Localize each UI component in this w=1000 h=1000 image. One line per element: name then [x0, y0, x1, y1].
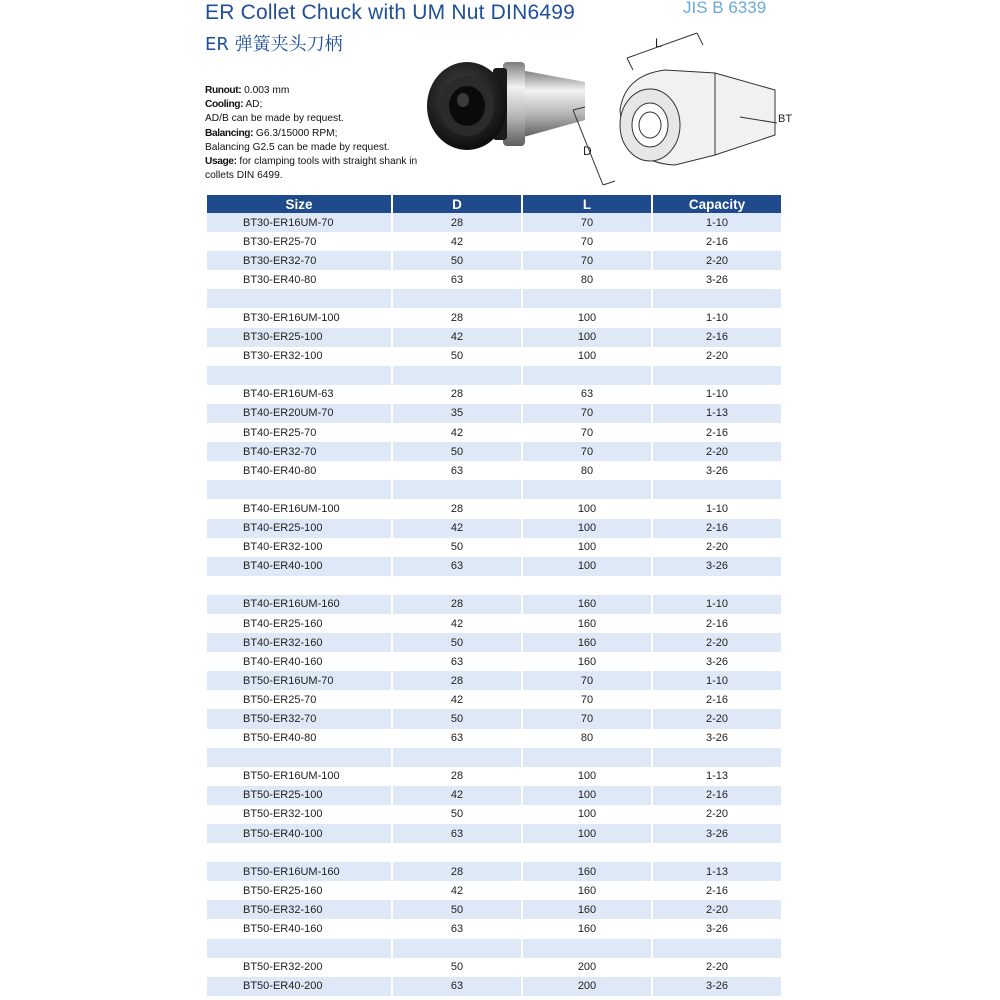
cell-l: 100: [523, 786, 651, 805]
cell-capacity: 1-10: [653, 595, 781, 614]
table-row: [207, 977, 781, 996]
table-row: [207, 786, 781, 805]
cell-l: 160: [523, 862, 651, 881]
cell-size: BT30-ER16UM-70: [207, 213, 391, 232]
cell-d: 42: [393, 786, 521, 805]
cell-l: 70: [580, 693, 594, 706]
cell-d: 42: [450, 426, 464, 439]
table-row: [207, 308, 781, 327]
table-row: [207, 652, 781, 671]
cell-size: BT50-ER40-80: [243, 732, 317, 745]
page-title: ER Collet Chuck with UM Nut DIN6499: [205, 1, 575, 24]
cell-d: 42: [450, 235, 464, 248]
table-row: [207, 614, 781, 633]
cell-size: BT50-ER40-100: [207, 824, 391, 843]
spec-usage-value: for clamping tools with straight shank in collets DIN 6499.: [205, 156, 418, 182]
table-row: [207, 328, 781, 347]
dimension-label-d: D: [583, 144, 592, 158]
cell-d: 42: [393, 519, 521, 538]
cell-l: 80: [580, 464, 594, 477]
cell-capacity: 2-16: [653, 786, 781, 805]
cell-l: 100: [577, 808, 597, 821]
cell-capacity: 2-20: [653, 251, 781, 270]
table-row: [207, 270, 781, 289]
cell-size: BT50-ER25-160: [243, 884, 323, 897]
table-row: [207, 538, 781, 557]
cell-size: [207, 366, 391, 385]
table-row: [207, 767, 781, 786]
spec-balancing-note: Balancing G2.5 can be made by request.: [205, 141, 390, 153]
spec-runout-label: Runout:: [205, 85, 242, 96]
table-row: [207, 461, 781, 480]
table-row: [207, 843, 781, 862]
table-row: [207, 366, 781, 385]
cell-l: 100: [577, 502, 597, 515]
dimension-label-l: L: [655, 36, 662, 50]
cell-l: 160: [577, 655, 597, 668]
cell-size: BT50-ER32-100: [243, 808, 323, 821]
cell-capacity: 2-20: [653, 709, 781, 728]
table-row: [207, 881, 781, 900]
standard-code: JIS B 6339: [683, 0, 767, 17]
table-row: [207, 289, 781, 308]
table-row: [207, 251, 781, 270]
cell-size: [207, 289, 391, 308]
cell-l: 100: [577, 770, 597, 783]
table-row: [207, 709, 781, 728]
spec-cooling-note: AD/B can be made by request.: [205, 113, 344, 125]
cell-d: 50: [393, 900, 521, 919]
cell-size: BT30-ER32-70: [207, 251, 391, 270]
table-row: [207, 900, 781, 919]
page-subtitle-chinese: ER 弹簧夹头刀柄: [205, 34, 343, 55]
cell-l: 100: [523, 557, 651, 576]
cell-size: BT40-ER20UM-70: [207, 404, 391, 423]
cell-d: 42: [450, 884, 464, 897]
cell-l: [523, 748, 651, 767]
table-row: [207, 748, 781, 767]
cell-d: 63: [450, 273, 464, 286]
cell-d: 50: [393, 251, 521, 270]
cell-size: [207, 748, 391, 767]
cell-l: 70: [523, 213, 651, 232]
cell-capacity: 3-26: [653, 557, 781, 576]
cell-capacity: 2-20: [705, 808, 729, 821]
cell-d: 63: [393, 977, 521, 996]
cell-l: 100: [577, 350, 597, 363]
table-row: [207, 633, 781, 652]
cell-l: [523, 289, 651, 308]
cell-l: 70: [523, 251, 651, 270]
cell-l: [523, 843, 651, 862]
cell-l: 70: [523, 442, 651, 461]
table-row: [207, 671, 781, 690]
cell-capacity: 3-26: [705, 732, 729, 745]
cell-d: 28: [450, 502, 464, 515]
spec-usage: [205, 155, 445, 183]
dimension-drawing: [565, 25, 795, 195]
table-body: [207, 213, 781, 996]
cell-l: [523, 366, 651, 385]
cell-capacity: 2-20: [653, 442, 781, 461]
table-row: [207, 519, 781, 538]
cell-d: 28: [393, 671, 521, 690]
cell-d: 50: [450, 350, 464, 363]
spec-runout-value: 0.003 mm: [244, 85, 290, 96]
cell-capacity: 1-10: [705, 388, 729, 401]
cell-capacity: 1-10: [705, 312, 729, 325]
cell-capacity: 3-26: [705, 655, 729, 668]
table-row: [207, 404, 781, 423]
cell-size: BT40-ER32-70: [207, 442, 391, 461]
cell-size: BT50-ER25-70: [243, 693, 317, 706]
cell-capacity: 1-10: [653, 671, 781, 690]
cell-size: BT50-ER25-100: [207, 786, 391, 805]
cell-capacity: 2-16: [705, 884, 729, 897]
spec-balancing: [205, 127, 445, 141]
spec-usage-label: Usage:: [205, 156, 237, 168]
cell-l: 160: [577, 617, 597, 630]
cell-size: BT40-ER25-70: [243, 426, 317, 439]
spec-cooling-value: AD;: [245, 99, 263, 111]
table-row: [207, 347, 781, 366]
cell-l: 160: [523, 900, 651, 919]
column-header-d: D: [393, 195, 521, 213]
spec-balancing-label: Balancing:: [205, 127, 254, 139]
cell-d: [393, 366, 521, 385]
cell-size: BT50-ER32-200: [243, 961, 323, 974]
cell-l: [523, 939, 651, 958]
cell-size: [207, 939, 391, 958]
cell-size: BT40-ER16UM-100: [243, 502, 340, 515]
cell-l: 200: [577, 961, 597, 974]
cell-capacity: 2-16: [653, 519, 781, 538]
spec-balancing-value: G6.3/15000 RPM;: [255, 127, 338, 139]
cell-size: BT40-ER40-160: [243, 655, 323, 668]
cell-d: 28: [450, 312, 464, 325]
cell-capacity: [653, 939, 781, 958]
table-row: [207, 480, 781, 499]
cell-d: 42: [393, 328, 521, 347]
cell-d: [393, 480, 521, 499]
cell-d: 28: [393, 213, 521, 232]
cell-l: 100: [577, 541, 597, 554]
cell-size: BT50-ER32-160: [207, 900, 391, 919]
cell-l: [523, 480, 651, 499]
table-row: [207, 919, 781, 938]
cell-d: 42: [450, 617, 464, 630]
cell-d: 63: [450, 464, 464, 477]
cell-size: [207, 480, 391, 499]
cell-size: BT50-ER16UM-160: [207, 862, 391, 881]
table-row: [207, 729, 781, 748]
cell-d: 63: [450, 732, 464, 745]
cell-capacity: 2-20: [705, 961, 729, 974]
table-row: [207, 576, 781, 595]
table-row: [207, 499, 781, 518]
cell-size: BT50-ER16UM-70: [207, 671, 391, 690]
table-row: [207, 385, 781, 404]
cell-l: 160: [523, 633, 651, 652]
cell-capacity: [653, 576, 781, 595]
cell-d: [393, 289, 521, 308]
cell-l: 200: [523, 977, 651, 996]
cell-size: BT50-ER32-70: [207, 709, 391, 728]
cell-d: 28: [450, 388, 464, 401]
cell-d: 28: [393, 862, 521, 881]
cell-d: 63: [393, 557, 521, 576]
cell-capacity: 2-20: [705, 541, 729, 554]
cell-capacity: [653, 289, 781, 308]
table-header-row: [207, 195, 781, 213]
table-row: [207, 862, 781, 881]
column-header-l: L: [523, 195, 651, 213]
cell-d: [393, 748, 521, 767]
cell-size: BT50-ER16UM-100: [243, 770, 340, 783]
table-row: [207, 423, 781, 442]
cell-capacity: 3-26: [653, 977, 781, 996]
cell-size: BT30-ER32-100: [243, 350, 323, 363]
cell-capacity: 1-10: [653, 213, 781, 232]
cell-capacity: 2-16: [705, 693, 729, 706]
cell-capacity: 3-26: [705, 923, 729, 936]
table-row: [207, 595, 781, 614]
dimension-label-bt: BT: [778, 113, 793, 125]
cell-capacity: 2-20: [653, 633, 781, 652]
cell-l: 100: [523, 519, 651, 538]
cell-size: BT50-ER40-160: [243, 923, 323, 936]
cell-size: [207, 843, 391, 862]
cell-capacity: 1-13: [653, 862, 781, 881]
cell-size: BT30-ER25-100: [207, 328, 391, 347]
cell-capacity: 2-16: [653, 328, 781, 347]
cell-d: 28: [450, 770, 464, 783]
cell-size: BT40-ER32-160: [207, 633, 391, 652]
cell-capacity: 2-16: [705, 426, 729, 439]
cell-l: 70: [580, 426, 594, 439]
cell-size: BT40-ER16UM-160: [207, 595, 391, 614]
cell-d: 50: [450, 808, 464, 821]
cell-l: 100: [577, 312, 597, 325]
cell-l: 70: [523, 404, 651, 423]
cell-capacity: 1-13: [653, 404, 781, 423]
table-row: [207, 213, 781, 232]
cell-capacity: 2-16: [705, 235, 729, 248]
cell-capacity: [653, 366, 781, 385]
cell-l: 100: [523, 328, 651, 347]
cell-d: 63: [450, 655, 464, 668]
cell-d: 50: [393, 709, 521, 728]
cell-size: BT40-ER25-160: [243, 617, 323, 630]
cell-size: BT40-ER25-100: [207, 519, 391, 538]
cell-size: BT40-ER40-100: [207, 557, 391, 576]
size-table: [205, 195, 783, 996]
table-row: [207, 805, 781, 824]
cell-l: 160: [577, 884, 597, 897]
cell-size: BT30-ER40-80: [243, 273, 317, 286]
cell-capacity: 3-26: [705, 464, 729, 477]
table-row: [207, 958, 781, 977]
cell-size: BT40-ER40-80: [243, 464, 317, 477]
cell-d: [393, 843, 521, 862]
cell-d: 35: [393, 404, 521, 423]
column-header-capacity: Capacity: [653, 195, 781, 213]
cell-size: [207, 576, 391, 595]
cell-capacity: 2-16: [705, 617, 729, 630]
cell-capacity: [653, 480, 781, 499]
table-row: [207, 939, 781, 958]
cell-size: BT50-ER40-200: [207, 977, 391, 996]
table-row: [207, 824, 781, 843]
cell-d: 50: [450, 961, 464, 974]
cell-d: [393, 939, 521, 958]
cell-d: 50: [393, 442, 521, 461]
cell-size: BT30-ER25-70: [243, 235, 317, 248]
table-row: [207, 690, 781, 709]
cell-d: 63: [393, 824, 521, 843]
spec-runout: [205, 84, 445, 98]
cell-l: 70: [580, 235, 594, 248]
specs-block: [205, 84, 445, 183]
cell-l: 160: [577, 923, 597, 936]
cell-d: 50: [450, 541, 464, 554]
cell-l: [523, 576, 651, 595]
cell-l: 160: [523, 595, 651, 614]
cell-l: 80: [580, 732, 594, 745]
cell-l: 100: [523, 824, 651, 843]
cell-size: BT40-ER16UM-63: [243, 388, 334, 401]
cell-l: 63: [580, 388, 594, 401]
table-row: [207, 557, 781, 576]
cell-capacity: 1-13: [705, 770, 729, 783]
cell-capacity: [653, 843, 781, 862]
cell-d: 42: [450, 693, 464, 706]
cell-d: 50: [393, 633, 521, 652]
cell-capacity: 2-20: [653, 900, 781, 919]
cell-size: BT40-ER32-100: [243, 541, 323, 554]
table-row: [207, 232, 781, 251]
column-header-size: Size: [207, 195, 391, 213]
cell-capacity: [653, 748, 781, 767]
cell-capacity: 3-26: [653, 824, 781, 843]
cell-d: 28: [393, 595, 521, 614]
spec-cooling-label: Cooling:: [205, 99, 244, 111]
cell-d: [393, 576, 521, 595]
cell-size: BT30-ER16UM-100: [243, 312, 340, 325]
spec-cooling: [205, 98, 445, 112]
cell-l: 80: [580, 273, 594, 286]
cell-l: 70: [523, 709, 651, 728]
cell-capacity: 3-26: [705, 273, 729, 286]
cell-capacity: 2-20: [705, 350, 729, 363]
table-row: [207, 442, 781, 461]
cell-capacity: 1-10: [705, 502, 729, 515]
cell-d: 63: [450, 923, 464, 936]
cell-l: 70: [523, 671, 651, 690]
